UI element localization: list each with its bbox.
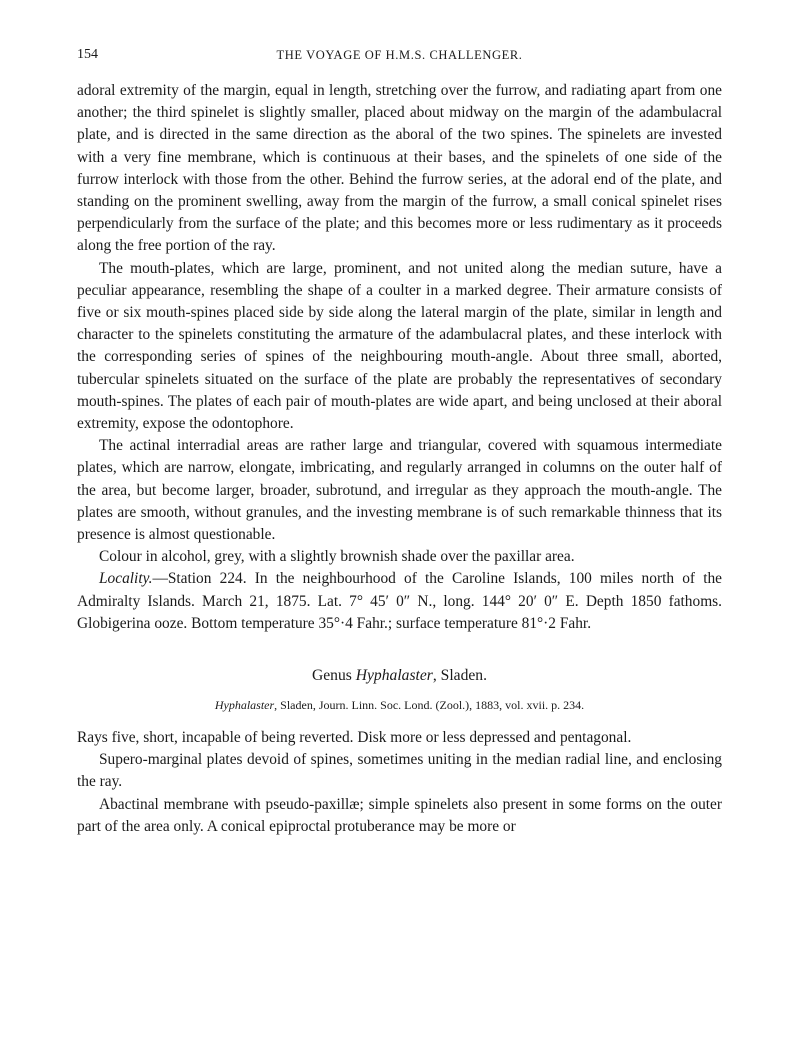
genus-description bbox=[77, 727, 722, 838]
running-head bbox=[77, 44, 722, 66]
body-text bbox=[77, 80, 722, 635]
page-number: 154 bbox=[77, 47, 98, 62]
paragraph-interradial-areas: The actinal interradial areas are rather large and triangular, covered with squamous intermediate plates, which are narrow, elongate, imbricating, and regularly arranged in columns on the outer half of the area, but become larger, broader, subrotund, and irregular as they approach the mouth-angle. The plates are smooth, without granules, and the investing membrane is of such remarkable thinness that its presence is almost questionable. bbox=[77, 437, 722, 544]
genus-heading-suffix: , Sladen. bbox=[432, 667, 487, 685]
paragraph-supero-marginal: Supero-marginal plates devoid of spines, sometimes uniting in the median radial line, and enclosing the ray. bbox=[77, 751, 722, 791]
genus-heading-prefix: Genus bbox=[312, 667, 356, 685]
locality-text: —Station 224. In the neighbourhood of the Caroline Islands, 100 miles north of the Admiralty Islands. March 21, 1875. Lat. 7° 45′ 0″ N., long. 144° 20′ 0″ E. Depth 1850 fathoms. Globigerina ooze. Bottom temperature 35°·4 Fahr.; surface temperature 81°·2 Fahr. bbox=[77, 570, 722, 632]
genus-heading bbox=[77, 665, 722, 687]
paragraph-locality bbox=[77, 568, 722, 635]
paragraph-abactinal: Abactinal membrane with pseudo-paxillæ; simple spinelets also present in some forms on the outer part of the area only. A conical epiproctal protuberance may be more or bbox=[77, 795, 722, 835]
running-title: THE VOYAGE OF H.M.S. CHALLENGER. bbox=[276, 48, 523, 62]
citation-text: , Sladen, Journ. Linn. Soc. Lond. (Zool.), 1883, vol. xvii. p. 234. bbox=[274, 698, 585, 713]
document-page bbox=[77, 44, 722, 838]
locality-label: Locality. bbox=[99, 570, 153, 588]
paragraph-rays: Rays five, short, incapable of being reverted. Disk more or less depressed and pentagonal. bbox=[77, 729, 632, 747]
genus-heading-name: Hyphalaster bbox=[355, 667, 433, 685]
citation-name: Hyphalaster bbox=[214, 698, 275, 713]
paragraph-colour: Colour in alcohol, grey, with a slightly brownish shade over the paxillar area. bbox=[99, 548, 575, 566]
genus-citation bbox=[77, 697, 722, 713]
paragraph-mouth-plates: The mouth-plates, which are large, prominent, and not united along the median suture, have a peculiar appearance, resembling the shape of a coulter in a marked degree. Their armature consists of five or six mouth-spines placed side by side along the lateral margin of the plate, similar in length and character to the spinelets constituting the armature of the adambulacral plates, and these interlock with the corresponding series of spines of the neighbouring mouth-angle. About three small, aborted, tubercular spinelets situated on the surface of the plate are probably the representatives of secondary mouth-spines. The plates of each pair of mouth-plates are wide apart, and being unclosed at their aboral extremity, expose the odontophore. bbox=[77, 259, 722, 433]
paragraph-adambulacral: adoral extremity of the margin, equal in length, stretching over the furrow, and radiating apart from one another; the third spinelet is slightly smaller, placed about midway on the margin of the adambulacral plate, and is directed in the same direction as the aboral of the two spines. The spinelets are invested with a very fine membrane, which is continuous at their bases, and the spinelets of one side of the furrow interlock with those from the other. Behind the furrow series, at the adoral end of the plate, and standing on the prominent swelling, away from the margin of the furrow, a small conical spinelet rises perpendicularly from the surface of the plate; and this becomes more or less rudimentary as it proceeds along the free portion of the ray. bbox=[77, 82, 722, 255]
